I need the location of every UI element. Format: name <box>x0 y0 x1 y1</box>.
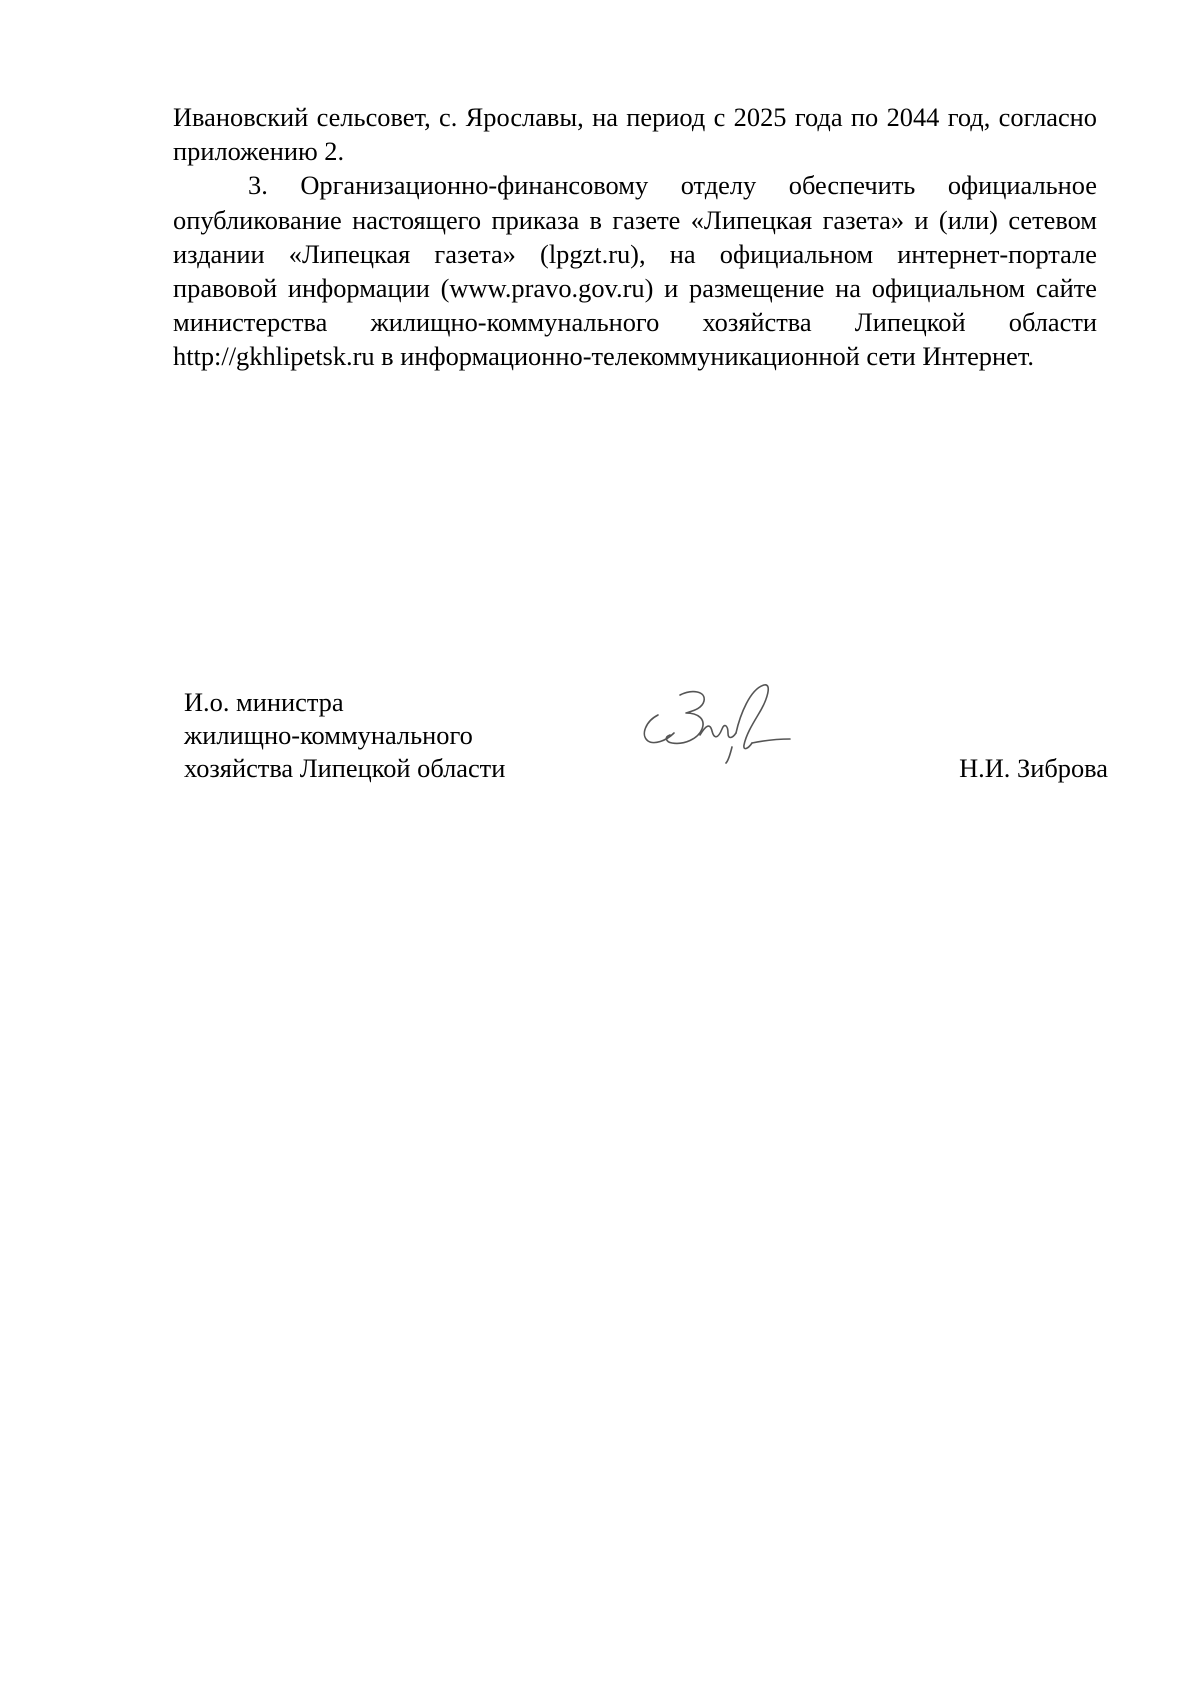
paragraph-3: 3. Организационно-финансовому отделу обеспечить официальное опубликование настоящего приказа в газете «Липецкая газета» и (или) сетевом издании «Липецкая газета» (lpgzt.ru), на официальном интернет-портале правовой информации (www.pravo.gov.ru) и размещение на официальном сайте министерства жилищно-коммунального хозяйства Липецкой области http://gkhlipetsk.ru в информационно-телекоммуникационной сети Интернет. <box>173 170 1097 372</box>
signer-name: Н.И. Зиброва <box>959 753 1108 783</box>
position-line-2: жилищно-коммунального <box>184 720 473 750</box>
handwritten-signature <box>640 675 800 775</box>
position-line-1: И.о. министра <box>184 687 344 717</box>
position-line-3: хозяйства Липецкой области <box>184 753 506 783</box>
document-body <box>173 100 1097 374</box>
signer-position <box>184 686 505 785</box>
paragraph-continued: Ивановский сельсовет, с. Ярославы, на период с 2025 года по 2044 год, согласно приложению 2. <box>173 102 1097 167</box>
